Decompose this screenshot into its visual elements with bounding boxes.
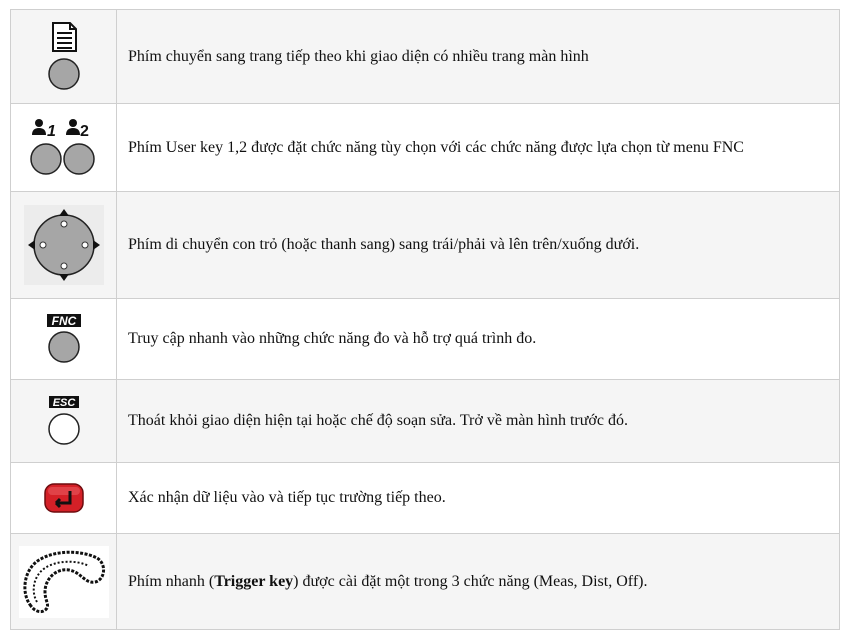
icon-cell <box>11 463 117 534</box>
trigger-desc-prefix: Phím nhanh ( <box>128 572 215 590</box>
table-row <box>11 10 840 104</box>
row-description: Phím di chuyển con trỏ (hoặc thanh sang) sang trái/phải và lên trên/xuống dưới. <box>117 192 840 299</box>
row-description: Phím chuyển sang trang tiếp theo khi giao diện có nhiều trang màn hình <box>117 10 840 104</box>
esc-key-label: ESC <box>52 397 75 409</box>
icon-cell <box>11 192 117 299</box>
esc-key-icon <box>44 395 84 447</box>
trigger-key-term: Trigger key <box>214 572 294 590</box>
table-row <box>11 463 840 534</box>
user-key-2-label: 2 <box>79 122 89 140</box>
page-icon <box>44 21 84 93</box>
row-description: Phím User key 1,2 được đặt chức năng tùy chọn với các chức năng được lựa chọn từ menu FNC <box>117 104 840 192</box>
row-description: Xác nhận dữ liệu vào và tiếp tục trường tiếp theo. <box>117 463 840 534</box>
navigation-key-icon <box>24 205 104 285</box>
key-reference-table <box>10 9 840 630</box>
row-description: Truy cập nhanh vào những chức năng đo và hỗ trợ quá trình đo. <box>117 299 840 380</box>
fnc-key-label: FNC <box>51 314 76 328</box>
row-description: Thoát khỏi giao diện hiện tại hoặc chế độ soạn sửa. Trở về màn hình trước đó. <box>117 380 840 463</box>
trigger-key-icon <box>19 546 109 618</box>
table-row <box>11 380 840 463</box>
trigger-desc-suffix: ) được cài đặt một trong 3 chức năng (Meas, Dist, Off). <box>293 572 648 590</box>
fnc-key-icon <box>44 313 84 365</box>
table-row <box>11 192 840 299</box>
table-row <box>11 534 840 630</box>
icon-cell <box>11 104 117 192</box>
icon-cell <box>11 534 117 630</box>
user-key-1-label: 1 <box>46 122 56 140</box>
enter-key-icon <box>43 481 85 515</box>
table-row <box>11 104 840 192</box>
table-row <box>11 299 840 380</box>
icon-cell <box>11 10 117 104</box>
user-key-icon <box>29 118 99 178</box>
icon-cell <box>11 299 117 380</box>
icon-cell <box>11 380 117 463</box>
row-description <box>117 534 840 630</box>
